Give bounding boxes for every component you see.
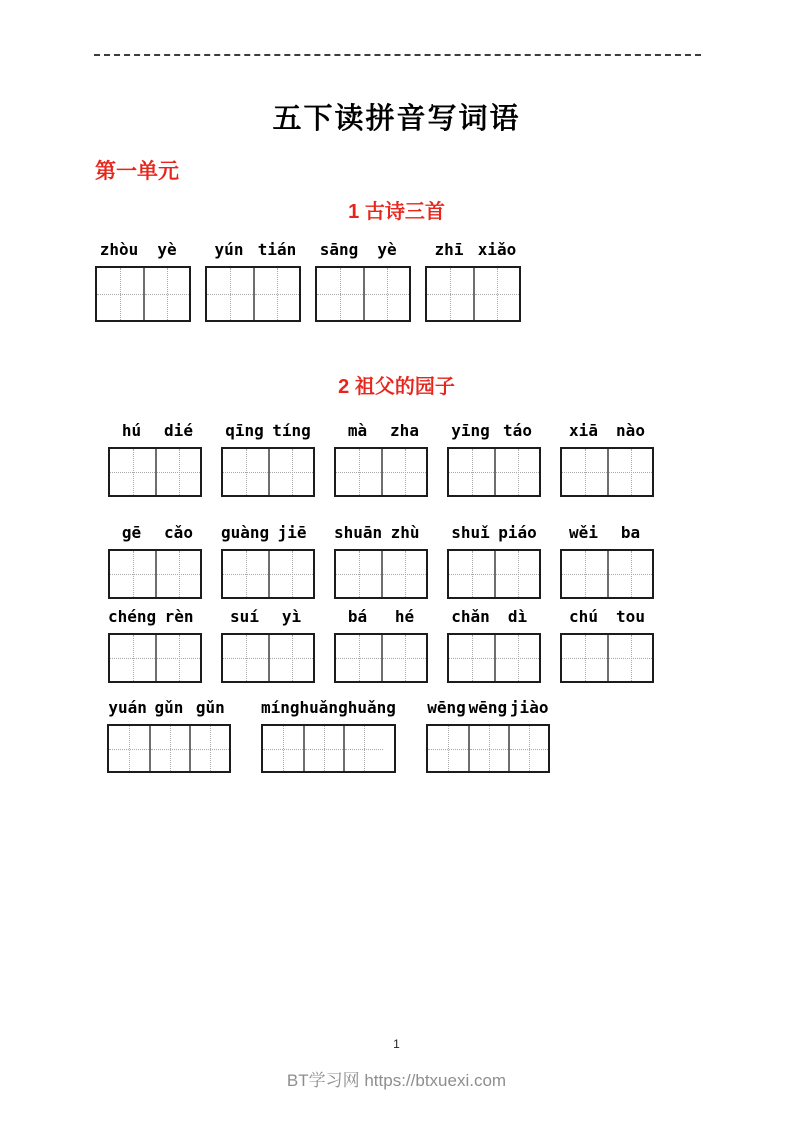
section-title: 1 古诗三首 xyxy=(348,201,445,223)
writing-cell xyxy=(336,551,381,597)
pinyin-syllable: gǔn xyxy=(154,698,184,717)
pinyin-label xyxy=(107,698,231,717)
word-unit xyxy=(425,240,521,322)
writing-cell xyxy=(473,268,519,320)
pinyin-syllable: mà xyxy=(347,421,368,440)
writing-grid xyxy=(108,549,202,599)
pinyin-label xyxy=(447,607,541,626)
header-dashed-divider xyxy=(94,54,701,56)
writing-cell xyxy=(155,551,200,597)
writing-grid xyxy=(447,549,541,599)
writing-cell xyxy=(143,268,189,320)
writing-cell xyxy=(363,268,409,320)
word-unit xyxy=(107,698,231,773)
writing-cell xyxy=(336,635,381,681)
writing-cell xyxy=(468,726,508,771)
pinyin-syllable: zhī xyxy=(434,240,464,259)
pinyin-label xyxy=(221,523,315,542)
pinyin-syllable: huǎng xyxy=(347,698,396,717)
pinyin-syllable: gē xyxy=(121,523,142,542)
writing-cell xyxy=(268,635,313,681)
pinyin-label xyxy=(221,421,315,440)
word-unit xyxy=(95,240,191,322)
section xyxy=(0,195,793,322)
writing-cell xyxy=(381,635,426,681)
pinyin-label xyxy=(334,421,428,440)
writing-grid xyxy=(426,724,550,773)
pinyin-syllable: wēng xyxy=(427,698,466,717)
word-unit xyxy=(221,421,315,497)
pinyin-label xyxy=(560,421,654,440)
writing-grid xyxy=(108,447,202,497)
word-unit xyxy=(447,607,541,683)
writing-cell xyxy=(110,449,155,495)
pinyin-syllable: hú xyxy=(121,421,142,440)
word-unit xyxy=(334,421,428,497)
writing-grid xyxy=(447,447,541,497)
pinyin-syllable: hé xyxy=(394,607,415,626)
writing-grid xyxy=(334,633,428,683)
unit-heading: 第一单元 xyxy=(95,160,179,183)
footer-site-link[interactable]: BT学习网 https://btxuexi.com xyxy=(286,1071,507,1090)
word-row xyxy=(107,698,793,773)
pinyin-syllable: zhù xyxy=(390,523,420,542)
writing-grid xyxy=(560,447,654,497)
writing-cell xyxy=(303,726,343,771)
word-unit xyxy=(334,607,428,683)
pinyin-syllable: chú xyxy=(569,607,598,626)
word-row xyxy=(108,421,793,497)
pinyin-syllable: huǎng xyxy=(299,698,348,717)
pinyin-label xyxy=(95,240,191,259)
writing-grid xyxy=(221,447,315,497)
writing-grid xyxy=(447,633,541,683)
word-unit xyxy=(447,421,541,497)
pinyin-syllable: yì xyxy=(281,607,302,626)
pinyin-syllable: jiē xyxy=(277,523,307,542)
word-unit xyxy=(261,698,396,773)
writing-cell xyxy=(223,551,268,597)
pinyin-label xyxy=(108,523,202,542)
writing-grid xyxy=(205,266,301,322)
writing-cell xyxy=(223,449,268,495)
writing-cell xyxy=(607,449,652,495)
pinyin-label xyxy=(108,421,202,440)
writing-cell xyxy=(562,635,607,681)
word-row xyxy=(95,240,793,322)
writing-grid xyxy=(221,633,315,683)
writing-cell xyxy=(268,449,313,495)
writing-cell xyxy=(449,449,494,495)
writing-grid xyxy=(108,633,202,683)
pinyin-syllable: yīng xyxy=(451,421,490,440)
writing-grid xyxy=(334,549,428,599)
writing-cell xyxy=(607,635,652,681)
pinyin-syllable: yún xyxy=(214,240,244,259)
writing-cell xyxy=(562,449,607,495)
writing-cell xyxy=(428,726,468,771)
pinyin-label xyxy=(560,607,654,626)
pinyin-syllable: zhòu xyxy=(99,240,139,259)
pinyin-label xyxy=(426,698,550,717)
sections-container xyxy=(0,195,793,773)
pinyin-syllable: tíng xyxy=(272,421,311,440)
pinyin-label xyxy=(261,698,396,717)
word-unit xyxy=(221,523,315,599)
writing-cell xyxy=(207,268,253,320)
pinyin-syllable: bá xyxy=(347,607,368,626)
word-unit xyxy=(108,421,202,497)
pinyin-syllable: yè xyxy=(377,240,397,259)
pinyin-syllable: yuán xyxy=(108,698,147,717)
word-unit xyxy=(560,523,654,599)
word-row xyxy=(108,607,793,683)
pinyin-syllable: xiā xyxy=(569,421,598,440)
pinyin-label xyxy=(447,523,541,542)
writing-cell xyxy=(494,449,539,495)
writing-cell xyxy=(263,726,303,771)
writing-cell xyxy=(449,635,494,681)
word-unit xyxy=(108,607,202,683)
writing-cell xyxy=(155,449,200,495)
pinyin-syllable: sāng xyxy=(319,240,359,259)
pinyin-syllable: piáo xyxy=(498,523,537,542)
section-title: 2 祖父的园子 xyxy=(338,376,455,398)
writing-cell xyxy=(427,268,473,320)
writing-cell xyxy=(343,726,383,771)
writing-cell xyxy=(155,635,200,681)
writing-cell xyxy=(97,268,143,320)
pinyin-label xyxy=(334,607,428,626)
writing-grid xyxy=(95,266,191,322)
page-title: 五下读拼音写词语 xyxy=(272,103,521,135)
writing-grid xyxy=(560,549,654,599)
writing-grid xyxy=(315,266,411,322)
pinyin-syllable: yè xyxy=(157,240,177,259)
word-unit xyxy=(447,523,541,599)
pinyin-syllable: chǎn xyxy=(451,607,490,626)
pinyin-syllable: gǔn xyxy=(195,698,225,717)
pinyin-syllable: cǎo xyxy=(164,523,193,542)
section xyxy=(0,370,793,773)
page-number: 1 xyxy=(393,1037,400,1051)
writing-cell xyxy=(109,726,149,771)
writing-cell xyxy=(381,449,426,495)
word-unit xyxy=(315,240,411,322)
writing-grid xyxy=(107,724,231,773)
writing-cell xyxy=(381,551,426,597)
word-unit xyxy=(560,421,654,497)
writing-grid xyxy=(425,266,521,322)
writing-cell xyxy=(336,449,381,495)
writing-grid xyxy=(221,549,315,599)
pinyin-label xyxy=(315,240,411,259)
pinyin-syllable: qīng xyxy=(225,421,264,440)
word-unit xyxy=(221,607,315,683)
word-unit xyxy=(205,240,301,322)
pinyin-syllable: guàng xyxy=(221,523,270,542)
pinyin-syllable: jiào xyxy=(509,698,549,717)
pinyin-label xyxy=(221,607,315,626)
pinyin-label xyxy=(334,523,428,542)
word-unit xyxy=(334,523,428,599)
writing-grid xyxy=(560,633,654,683)
pinyin-label xyxy=(425,240,521,259)
pinyin-syllable: tián xyxy=(257,240,297,259)
pinyin-label xyxy=(560,523,654,542)
writing-cell xyxy=(449,551,494,597)
writing-cell xyxy=(223,635,268,681)
pinyin-syllable: nào xyxy=(616,421,645,440)
writing-cell xyxy=(189,726,229,771)
writing-grid xyxy=(261,724,396,773)
writing-cell xyxy=(268,551,313,597)
pinyin-syllable: suí xyxy=(230,607,259,626)
writing-cell xyxy=(317,268,363,320)
pinyin-syllable: míng xyxy=(261,698,300,717)
word-row xyxy=(108,523,793,599)
pinyin-syllable: ba xyxy=(620,523,641,542)
writing-cell xyxy=(110,551,155,597)
pinyin-syllable: tou xyxy=(616,607,645,626)
pinyin-syllable: xiǎo xyxy=(477,240,517,259)
writing-cell xyxy=(508,726,548,771)
writing-cell xyxy=(149,726,189,771)
pinyin-label xyxy=(447,421,541,440)
word-unit xyxy=(108,523,202,599)
pinyin-syllable: wěi xyxy=(569,523,598,542)
writing-cell xyxy=(110,635,155,681)
writing-cell xyxy=(494,551,539,597)
writing-cell xyxy=(494,635,539,681)
pinyin-label xyxy=(205,240,301,259)
writing-cell xyxy=(607,551,652,597)
pinyin-syllable: dì xyxy=(507,607,528,626)
pinyin-syllable: zha xyxy=(390,421,419,440)
writing-grid xyxy=(334,447,428,497)
writing-cell xyxy=(253,268,299,320)
writing-cell xyxy=(562,551,607,597)
pinyin-label xyxy=(108,607,202,626)
pinyin-syllable: wēng xyxy=(468,698,508,717)
pinyin-syllable: shuān xyxy=(334,523,383,542)
word-unit xyxy=(426,698,550,773)
pinyin-syllable: dié xyxy=(164,421,193,440)
word-unit xyxy=(560,607,654,683)
pinyin-syllable: chéng xyxy=(108,607,157,626)
pinyin-syllable: táo xyxy=(503,421,532,440)
pinyin-syllable: rèn xyxy=(164,607,194,626)
pinyin-syllable: shuǐ xyxy=(451,523,490,542)
